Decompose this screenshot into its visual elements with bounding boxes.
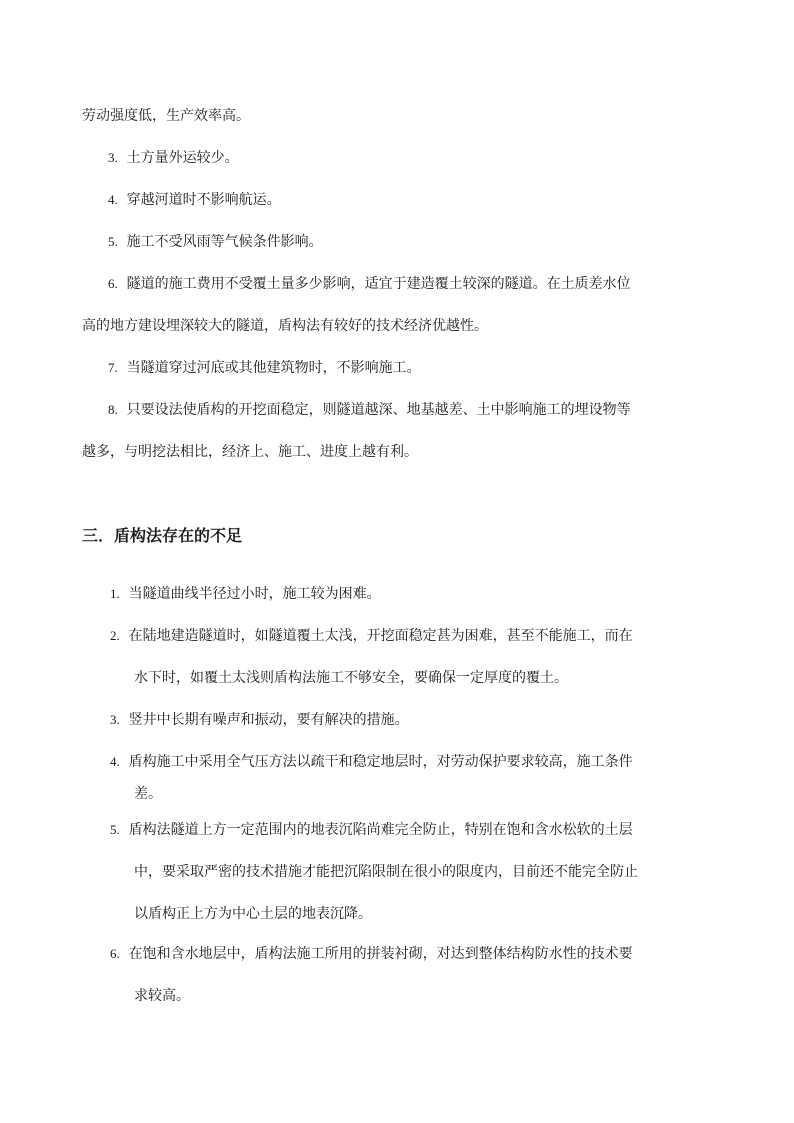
list-text: 穿越河道时不影响航运。 — [126, 192, 281, 208]
list-item — [108, 274, 631, 294]
list-item — [108, 232, 323, 252]
list-text: 土方量外运较少。 — [126, 150, 239, 166]
list-number: 3. — [108, 150, 118, 165]
list-text-continuation: 水下时，如覆土太浅则盾构法施工不够安全，要确保一定厚度的覆土。 — [134, 670, 568, 686]
list-text: 当隧道穿过河底或其他建筑物时，不影响施工。 — [126, 360, 421, 376]
list-text: 只要设法使盾构的开挖面稳定，则隧道越深、地基越差、土中影响施工的埋设物等 — [126, 402, 631, 418]
list-item — [108, 190, 281, 210]
list-item — [110, 626, 633, 646]
list-item — [110, 752, 633, 772]
list-text-continuation: 差。 — [134, 786, 162, 802]
list-item — [110, 944, 633, 964]
list-number: 5. — [108, 234, 118, 249]
list-text: 当隧道曲线半径过小时，施工较为困难。 — [128, 586, 381, 602]
list-text: 竖井中长期有噪声和振动，要有解决的措施。 — [128, 712, 409, 728]
list-item — [110, 584, 381, 604]
list-number: 8. — [108, 402, 118, 417]
list-text-continuation: 求较高。 — [134, 988, 190, 1004]
list-number: 6. — [110, 946, 120, 961]
list-text: 在饱和含水地层中，盾构法施工所用的拼装衬砌，对达到整体结构防水性的技术要 — [128, 946, 633, 962]
list-text: 施工不受风雨等气候条件影响。 — [126, 234, 323, 250]
list-text: 在陆地建造隧道时，如隧道覆土太浅，开挖面稳定甚为困难，甚至不能施工，而在 — [128, 628, 633, 644]
list-number: 7. — [108, 360, 118, 375]
list-text: 隧道的施工费用不受覆土量多少影响，适宜于建造覆土较深的隧道。在土质差水位 — [126, 276, 631, 292]
list-item — [110, 820, 633, 840]
paragraph-line: 高的地方建设埋深较大的隧道，盾构法有较好的技术经济优越性。 — [82, 318, 488, 334]
list-number: 4. — [110, 754, 120, 769]
paragraph-line: 劳动强度低，生产效率高。 — [82, 108, 250, 124]
list-item — [110, 710, 409, 730]
list-text: 盾构法隧道上方一定范围内的地表沉陷尚难完全防止，特别在饱和含水松软的土层 — [128, 822, 633, 838]
list-item — [108, 148, 239, 168]
list-text-continuation: 以盾构正上方为中心土层的地表沉降。 — [134, 906, 372, 922]
list-number: 6. — [108, 276, 118, 291]
list-text: 盾构施工中采用全气压方法以疏干和稳定地层时，对劳动保护要求较高，施工条件 — [128, 754, 633, 770]
section-heading: 三．盾构法存在的不足 — [82, 526, 243, 545]
list-number: 2. — [110, 628, 120, 643]
paragraph-line: 越多，与明挖法相比，经济上、施工、进度上越有利。 — [82, 444, 418, 460]
list-item — [108, 358, 421, 378]
list-item — [108, 400, 631, 420]
list-number: 4. — [108, 192, 118, 207]
list-text-continuation: 中，要采取严密的技术措施才能把沉陷限制在很小的限度内，目前还不能完全防止 — [134, 864, 638, 880]
list-number: 5. — [110, 822, 120, 837]
list-number: 3. — [110, 712, 120, 727]
list-number: 1. — [110, 586, 120, 601]
